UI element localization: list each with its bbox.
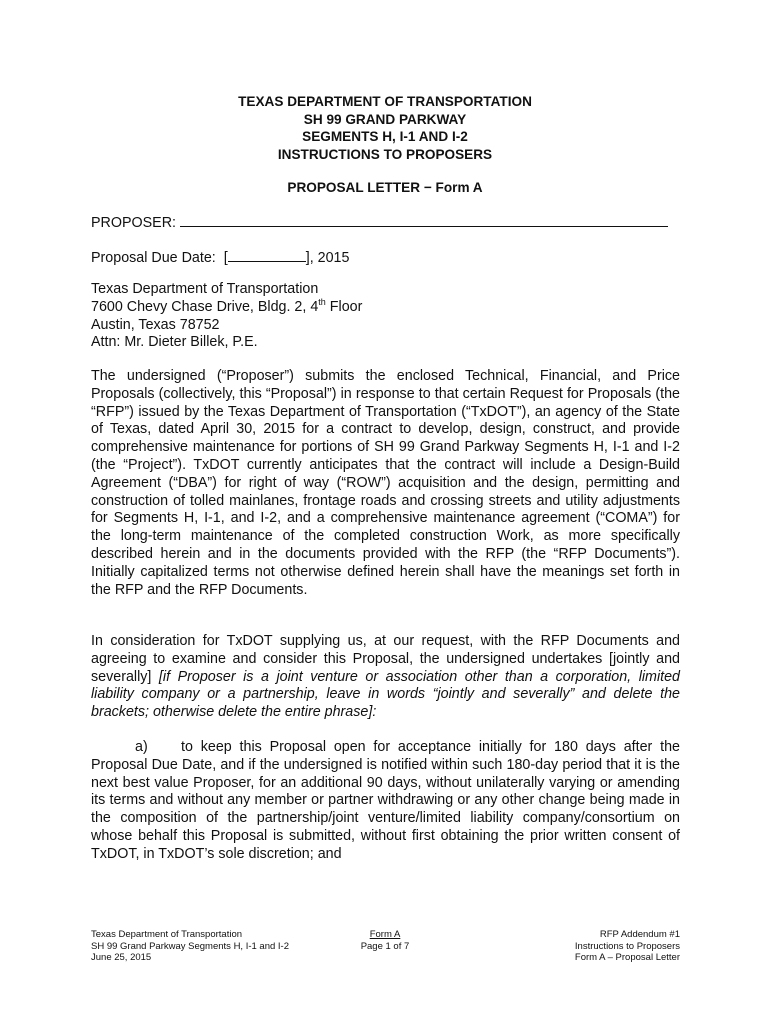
proposer-blank-line[interactable] <box>180 212 668 227</box>
header-instructions: INSTRUCTIONS TO PROPOSERS <box>277 146 493 162</box>
consideration-paragraph <box>91 633 680 722</box>
footer-center <box>300 929 470 952</box>
address-line-3: Austin, Texas 78752 <box>91 316 220 333</box>
due-date-row <box>91 247 680 268</box>
proposer-label: PROPOSER: <box>91 215 177 231</box>
form-title: PROPOSAL LETTER − Form A <box>287 180 483 195</box>
due-date-suffix: ], 2015 <box>305 250 350 266</box>
footer-form-name: Form A <box>369 929 401 940</box>
footer-left <box>91 929 289 964</box>
header-agency: TEXAS DEPARTMENT OF TRANSPORTATION <box>238 94 532 109</box>
footer-right <box>480 929 680 964</box>
address-line-4: Attn: Mr. Dieter Billek, P.E. <box>91 334 258 351</box>
clause-a-text: to keep this Proposal open for acceptance initially for 180 days after the Proposal Due Date, and if the undersigned is notified within such 180-day period that it is the next best value Proposer, for an additional 90 days, without unilaterally varying or amending its terms and without any member or partner withdrawing or any other change being made in the composition of the partnership/joint venture/limited liability company/consortium on whose behalf this Proposal is submitted, without first obtaining the prior written consent of TxDOT, in TxDOT’s sole discretion; and <box>91 739 680 862</box>
due-date-label: Proposal Due Date: <box>91 250 216 266</box>
clause-a-label: a) <box>135 739 148 755</box>
consideration-text: In consideration for TxDOT supplying us, at our request, with the RFP Documents and agreeing to examine and consider this Proposal, the undersigned undertakes [jointly and severally] <box>91 633 680 685</box>
footer-project: SH 99 Grand Parkway Segments H, I-1 and I-2 <box>91 940 290 952</box>
footer-date: June 25, 2015 <box>91 952 152 964</box>
due-date-blank[interactable] <box>228 247 306 262</box>
address-ordinal-suffix: th <box>318 296 326 307</box>
document-header <box>0 93 770 163</box>
header-project: SH 99 GRAND PARKWAY <box>303 111 467 127</box>
footer-section: Instructions to Proposers <box>574 940 680 952</box>
header-segments: SEGMENTS H, I-1 AND I-2 <box>302 129 468 144</box>
address-line-1: Texas Department of Transportation <box>91 281 319 297</box>
clause-a-paragraph <box>91 739 680 864</box>
address-street: 7600 Chevy Chase Drive, Bldg. 2, 4 <box>91 298 319 315</box>
consideration-instruction: [if Proposer is a joint venture or association other than a corporation, limited liability company or a partnership, leave in words “jointly and severally” and delete the brackets; otherwise delete the entire phrase]: <box>91 668 681 721</box>
recipient-address <box>91 281 680 352</box>
due-date-open-bracket: [ <box>223 250 228 266</box>
footer-page-number: Page 1 of 7 <box>360 940 410 952</box>
proposer-field-row <box>91 212 680 233</box>
address-floor: Floor <box>325 298 363 315</box>
address-line-2 <box>91 296 680 317</box>
footer-addendum: RFP Addendum #1 <box>599 929 680 940</box>
intro-paragraph: The undersigned (“Proposer”) submits the enclosed Technical, Financial, and Price Proposals (collectively, this “Proposal”) in response to that certain Request for Proposals (the “RFP”) issued by the Texas Department of Transportation (“TxDOT”), an agency of the State of Texas, dated April 30, 2015 for a contract to develop, design, construct, and provide comprehensive maintenance for portions of SH 99 Grand Parkway Segments H, I-1 and I-2 (the “Project”). TxDOT currently anticipates that the contract will include a Design-Build Agreement (“DBA”) for right of way (“ROW”) acquisition and the design, permitting and construction of tolled mainlanes, frontage roads and crossing streets and utility adjustments for Segments H, I-1, and I-2, and a comprehensive maintenance agreement (“COMA”) for the long-term maintenance of the completed construction Work, as more specifically described herein and in the documents provided with the RFP (the “RFP Documents”). Initially capitalized terms not otherwise defined herein shall have the meanings set forth in the RFP and the RFP Documents. <box>91 368 680 598</box>
footer-agency: Texas Department of Transportation <box>91 929 243 940</box>
footer-form-title: Form A – Proposal Letter <box>574 952 680 964</box>
